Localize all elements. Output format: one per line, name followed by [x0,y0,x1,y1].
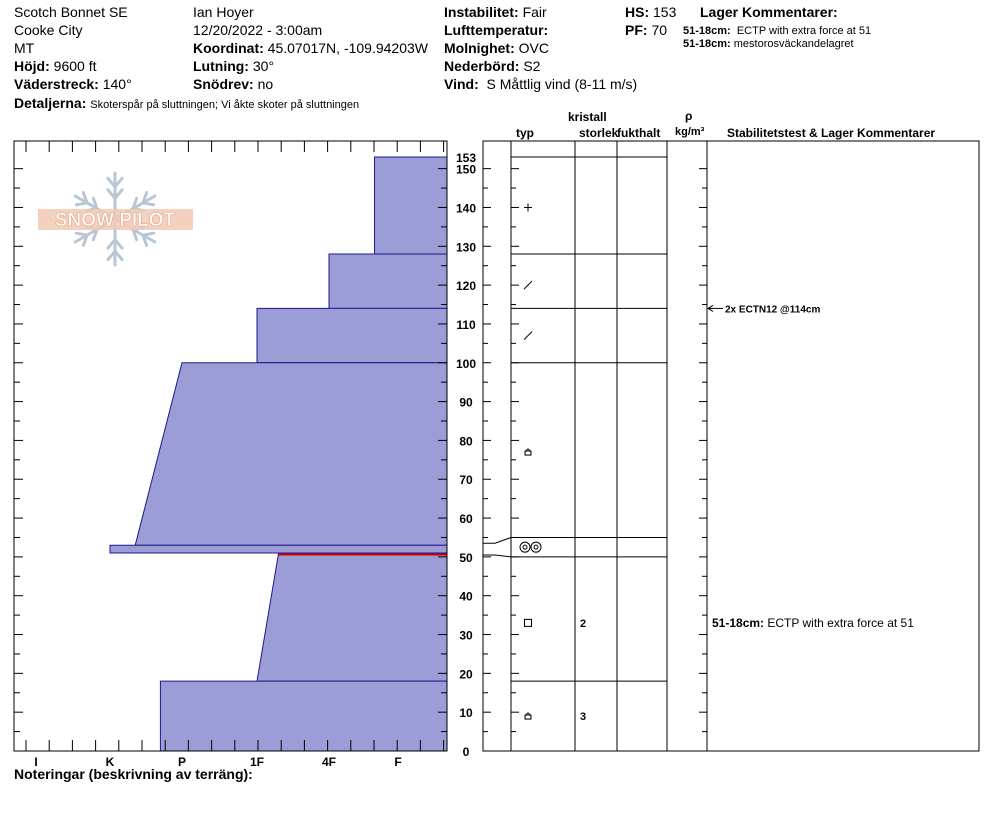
wind: Vind: S Måttlig vind (8-11 m/s) [444,76,638,92]
hardness-tick-label: K [105,755,115,769]
hardness-layer-6 [160,681,447,751]
hardness-tick-label: 1F [249,755,265,769]
grain-fragment-icon [524,332,532,340]
depth-axis [456,151,476,759]
grain-precip-icon [524,203,532,211]
hardness-tick-label: I [34,755,38,769]
svg-text:SNOW PILOT: SNOW PILOT [54,210,176,231]
precipitation: Nederbörd: S2 [444,58,541,74]
city-name: Cooke City [14,22,83,38]
location-name: Scotch Bonnet SE [14,4,128,20]
grain-faceted-icon [525,619,532,626]
depth-tick-label: 90 [459,395,473,410]
depth-tick-label: 130 [455,240,477,255]
column-stability-header: Stabilitetstest & Lager Kommentarer [727,126,936,140]
elevation: Höjd: 9600 ft [14,58,97,74]
depth-tick-label: 120 [455,279,477,294]
test-arrow-icon [708,305,723,311]
state-name: MT [14,40,35,56]
sky-cover: Molnighet: OVC [444,40,549,56]
column-type: typ [516,126,534,140]
layer-comments-title: Lager Kommentarer: [700,4,838,20]
depth-tick-label: 40 [459,589,473,604]
grain-size-value: 3 [580,711,587,724]
hardness-layer-3 [135,363,447,545]
layer-connector [483,537,511,543]
hardness-layer-1 [329,254,447,308]
grain-surface-hoar-icon [520,542,541,552]
observation-datetime: 12/20/2022 - 3:00am [193,22,323,38]
notes-label: Noteringar (beskrivning av terräng): [14,766,253,782]
depth-tick-label: 60 [459,512,473,527]
slope: Lutning: 30° [193,58,275,74]
depth-tick-label: 20 [459,667,473,682]
column-rho: ρ [685,109,693,123]
layer-comment-2: 51-18cm: mestorosväckandelagret [683,38,854,50]
grain-fragment-icon [524,281,532,289]
coordinates: Koordinat: 45.07017N, -109.94203W [193,40,428,56]
depth-tick-label: 150 [455,162,477,177]
hardness-tick-label: F [394,755,402,769]
stability-test-label: 51-18cm: ECTP with extra force at 51 [712,615,914,630]
hardness-layer-2 [257,308,447,362]
depth-tick-label: 153 [455,151,477,165]
depth-tick-label: 140 [455,201,477,216]
depth-tick-label: 110 [456,317,476,332]
stability: Instabilitet: Fair [444,4,547,20]
hardness-tick-label: 4F [321,755,337,769]
table-frame [483,141,979,751]
layer-comment-1: 51-18cm: ECTP with extra force at 51 [683,25,872,37]
hardness-tick-label: P [177,755,187,769]
snowpilot-logo [38,173,193,265]
hardness-layer-0 [375,157,447,254]
depth-tick-label: 70 [459,473,473,488]
hardness-layer-5 [257,553,447,681]
grain-size-value: 2 [580,617,587,630]
grain-rounded-icon [525,449,531,455]
depth-tick-label: 100 [455,356,477,371]
observer-name: Ian Hoyer [193,4,254,20]
details: Detaljerna: Skoterspår på sluttningen; Vi åkte skoter på sluttningen [14,95,360,111]
column-moisture: fukthalt [617,126,661,140]
hardness-layer-4 [110,545,447,553]
stability-test-label: 2x ECTN12 @114cm [725,304,821,316]
column-crystal: kristall [568,110,607,124]
layer-table [483,141,979,751]
column-density-unit: kg/m³ [675,126,705,138]
depth-tick-label: 10 [459,706,473,721]
column-size: storlek [579,126,619,140]
air-temperature: Lufttemperatur: [444,22,549,38]
hardness-profile [110,157,447,751]
snow-height: HS: 153 [625,4,677,20]
depth-tick-label: 80 [459,434,473,449]
grain-rounded-icon [525,713,531,719]
depth-tick-label: 50 [459,550,473,565]
depth-tick-label: 30 [459,628,473,643]
aspect: Väderstreck: 140° [14,76,132,92]
depth-tick-label: 0 [462,745,470,759]
wind-loading: Snödrev: no [193,76,274,92]
penetration-foot: PF: 70 [625,22,668,38]
